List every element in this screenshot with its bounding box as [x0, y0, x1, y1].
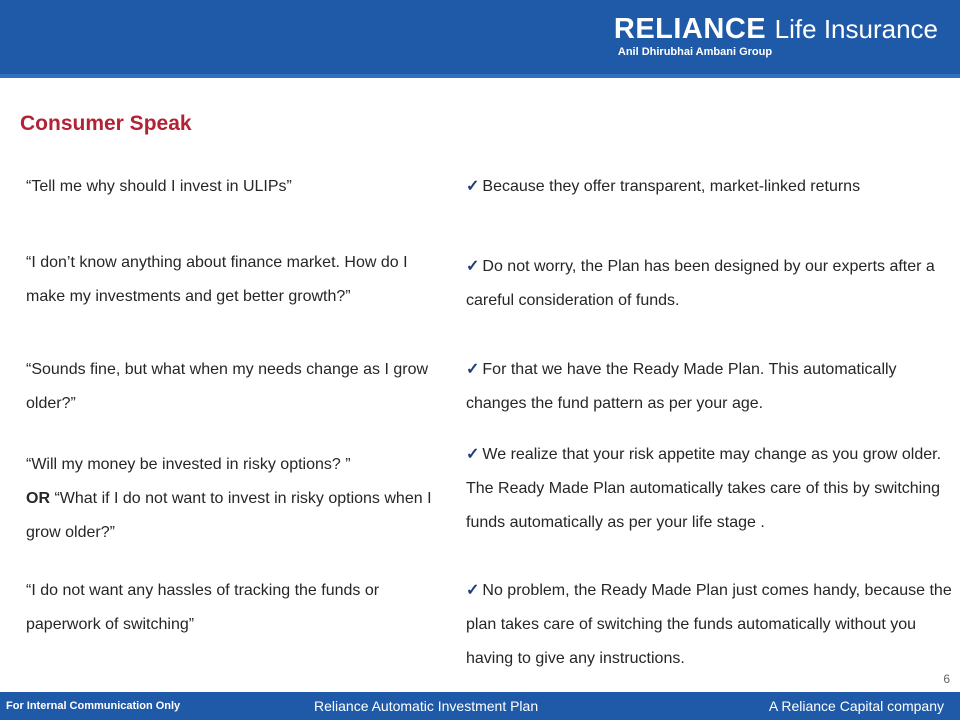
question-4-text: “Will my money be invested in risky options? ”: [26, 456, 351, 473]
question-3: “Sounds fine, but what when my needs change as I grow older?”: [26, 361, 429, 412]
page-number: 6: [943, 672, 950, 686]
header-bar: [0, 0, 960, 78]
answer-1: [466, 170, 958, 204]
checkmark-icon: ✓: [466, 361, 480, 378]
checkmark-icon: ✓: [466, 446, 480, 463]
checkmark-icon: ✓: [466, 258, 480, 275]
logo-brand-text: RELIANCE: [613, 13, 767, 45]
page-title: Consumer Speak: [20, 112, 192, 135]
answer-2-text: Do not worry, the Plan has been designed by our experts after a careful consideration of funds.: [466, 258, 935, 309]
checkmark-icon: ✓: [466, 582, 480, 599]
reliance-logo: [614, 14, 938, 58]
question-4: [26, 448, 451, 550]
answer-4: [466, 438, 958, 540]
answer-3: [466, 353, 958, 421]
question-4-alt-text: “What if I do not want to invest in risky options when I grow older?”: [26, 490, 432, 541]
footer-confidential-note: For Internal Communication Only: [6, 700, 181, 712]
or-label: OR: [26, 490, 50, 507]
answer-1-text: Because they offer transparent, market-linked returns: [482, 178, 861, 195]
question-5: “I do not want any hassles of tracking the funds or paperwork of switching”: [26, 582, 380, 633]
logo-subtitle: Anil Dhirubhai Ambani Group: [617, 46, 773, 58]
answer-2: [466, 250, 958, 318]
footer-plan-name: Reliance Automatic Investment Plan: [314, 698, 539, 714]
answer-5-text: No problem, the Ready Made Plan just comes handy, because the plan takes care of switching the funds automatically without you having to give any instructions.: [466, 582, 952, 667]
answer-3-text: For that we have the Ready Made Plan. This automatically changes the fund pattern as per your age.: [466, 361, 897, 412]
answer-4-text: We realize that your risk appetite may change as you grow older. The Ready Made Plan automatically takes care of this by switching funds automatically as per your life stage .: [466, 446, 942, 531]
question-1: “Tell me why should I invest in ULIPs”: [26, 178, 292, 195]
footer-company: A Reliance Capital company: [768, 698, 944, 714]
logo-life-text: Life Insurance: [774, 14, 938, 44]
question-2: “I don’t know anything about finance market. How do I make my investments and get better growth?”: [26, 254, 408, 305]
answer-5: [466, 574, 958, 676]
footer-bar: [0, 692, 960, 720]
checkmark-icon: ✓: [466, 178, 480, 195]
